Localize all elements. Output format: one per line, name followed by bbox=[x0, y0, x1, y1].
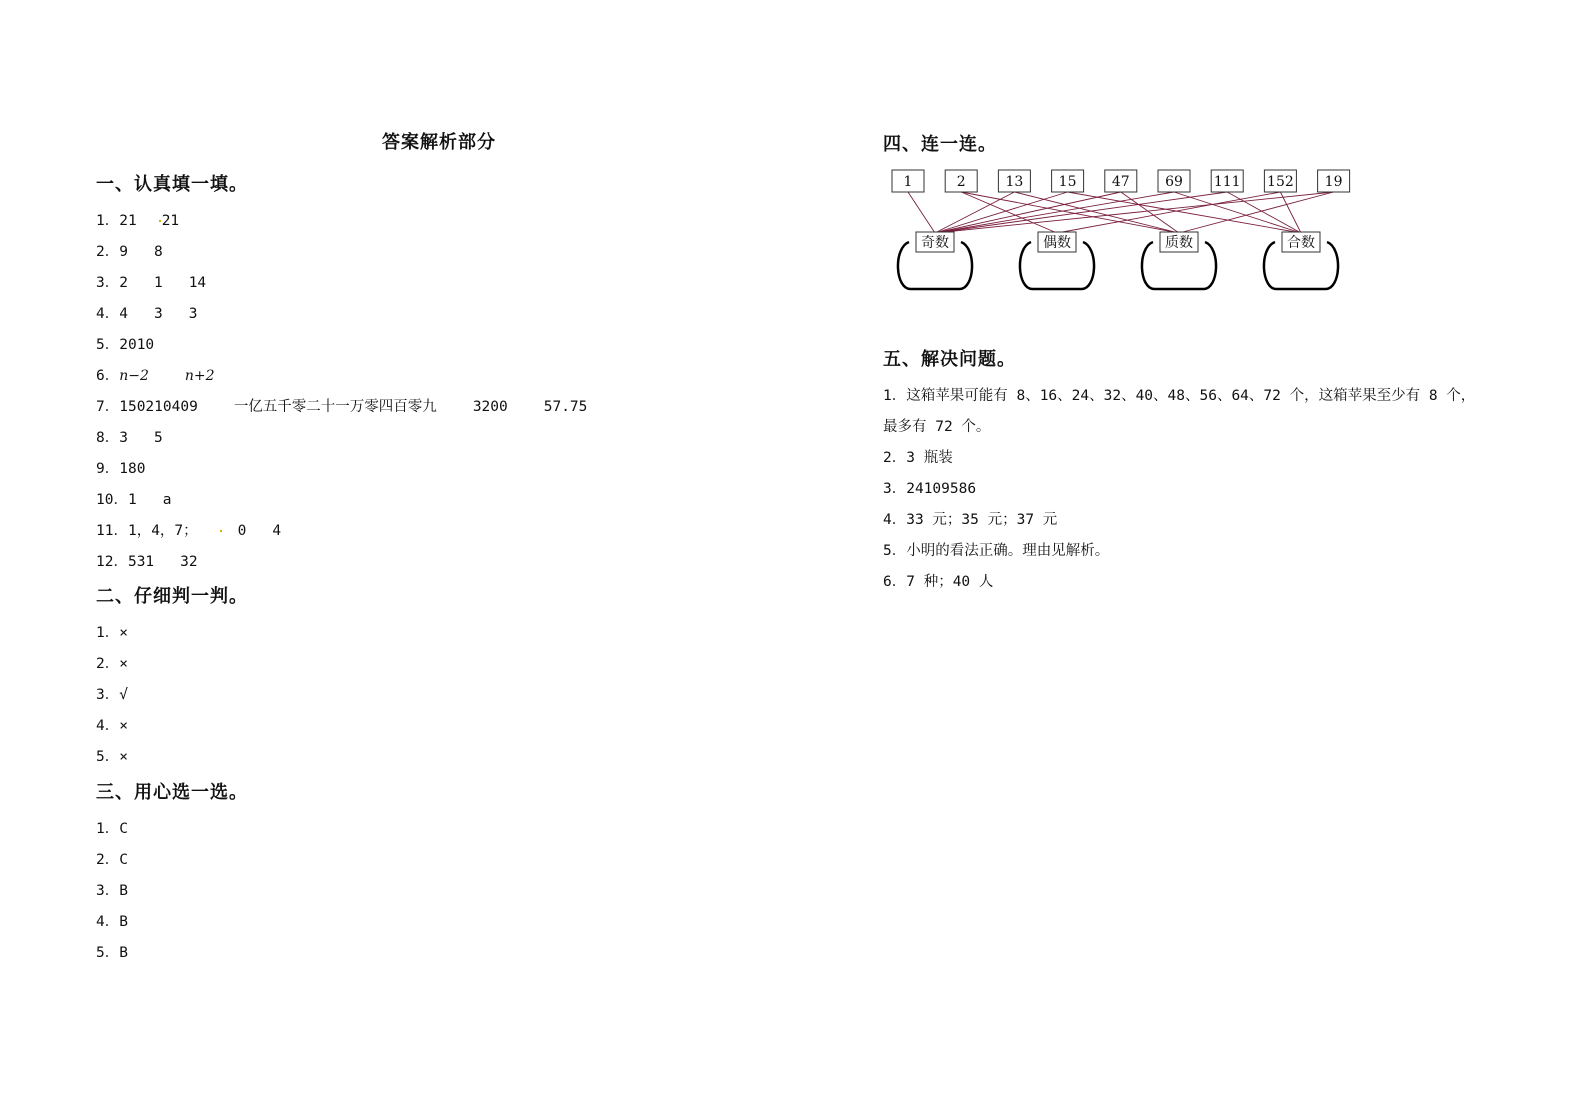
s1-item-8: 8．3 5 bbox=[96, 430, 163, 446]
s1-item-9: 9．180 bbox=[96, 461, 146, 477]
number-label-13: 13 bbox=[1005, 174, 1024, 190]
number-label-1: 1 bbox=[903, 174, 913, 190]
s1-item-2: 2．9 8 bbox=[96, 244, 163, 260]
s2-item-2: 2．× bbox=[96, 656, 128, 672]
s1-item-6: 6．n−2 n+2 bbox=[96, 368, 215, 384]
number-label-111: 111 bbox=[1213, 174, 1241, 190]
connection-line-15-奇数 bbox=[935, 192, 1068, 233]
category-label-2: 偶数 bbox=[1043, 235, 1071, 251]
section-2-heading: 二、仔细判一判。 bbox=[96, 586, 248, 607]
s2-item-3: 3．√ bbox=[96, 687, 128, 703]
s1-item-11: 11．1，4，7； 0 4 bbox=[96, 523, 282, 539]
number-label-152: 152 bbox=[1267, 174, 1294, 190]
matching-diagram bbox=[890, 165, 1360, 300]
s2-item-5: 5．× bbox=[96, 749, 128, 765]
number-label-47: 47 bbox=[1111, 174, 1130, 190]
document-title: 答案解析部分 bbox=[382, 132, 496, 153]
s1-item-10: 10．1 a bbox=[96, 492, 172, 508]
s5-item-6: 6．7 种；40 人 bbox=[883, 574, 994, 590]
s3-item-3: 3．B bbox=[96, 883, 128, 899]
s2-item-4: 4．× bbox=[96, 718, 128, 734]
s5-item-1: 1．这箱苹果可能有 8、16、24、32、40、48、56、64、72 个，这箱苹果至少有 8 个， bbox=[883, 388, 1476, 404]
connection-line-19-质数 bbox=[1179, 192, 1334, 233]
s5-item-5: 5．小明的看法正确。理由见解析。 bbox=[883, 543, 1110, 559]
s1-item-7: 7．150210409 一亿五千零二十一万零四百零九 3200 57.75 bbox=[96, 399, 588, 415]
section-5-heading: 五、解决问题。 bbox=[883, 349, 1016, 370]
s3-item-1: 1．C bbox=[96, 821, 128, 837]
connection-line-152-偶数 bbox=[1057, 192, 1280, 233]
s1-item-3: 3．2 1 14 bbox=[96, 275, 207, 291]
s1-item-5: 5．2010 bbox=[96, 337, 155, 353]
section-1-heading: 一、认真填一填。 bbox=[96, 174, 248, 195]
connection-line-13-质数 bbox=[1014, 192, 1179, 233]
s1-item-1: 1．21 21 bbox=[96, 213, 180, 229]
category-label-1: 奇数 bbox=[921, 235, 949, 251]
s2-item-1: 1．× bbox=[96, 625, 128, 641]
s1-item-4: 4．4 3 3 bbox=[96, 306, 198, 322]
number-label-19: 19 bbox=[1324, 174, 1343, 190]
s3-item-5: 5．B bbox=[96, 945, 128, 961]
section-3-heading: 三、用心选一选。 bbox=[96, 782, 248, 803]
number-label-2: 2 bbox=[956, 174, 966, 190]
connection-line-1-奇数 bbox=[908, 192, 935, 233]
s5-item-1-cont: 最多有 72 个。 bbox=[883, 419, 991, 435]
number-label-69: 69 bbox=[1165, 174, 1183, 190]
s5-item-2: 2．3 瓶装 bbox=[883, 450, 953, 466]
number-label-15: 15 bbox=[1058, 174, 1077, 190]
s5-item-3: 3．24109586 bbox=[883, 481, 977, 497]
category-label-4: 合数 bbox=[1287, 235, 1315, 251]
s3-item-2: 2．C bbox=[96, 852, 128, 868]
section-4-heading: 四、连一连。 bbox=[883, 134, 997, 155]
s3-item-4: 4．B bbox=[96, 914, 128, 930]
s5-item-4: 4．33 元；35 元；37 元 bbox=[883, 512, 1058, 528]
category-label-3: 质数 bbox=[1165, 235, 1193, 251]
s1-item-12: 12．531 32 bbox=[96, 554, 198, 570]
